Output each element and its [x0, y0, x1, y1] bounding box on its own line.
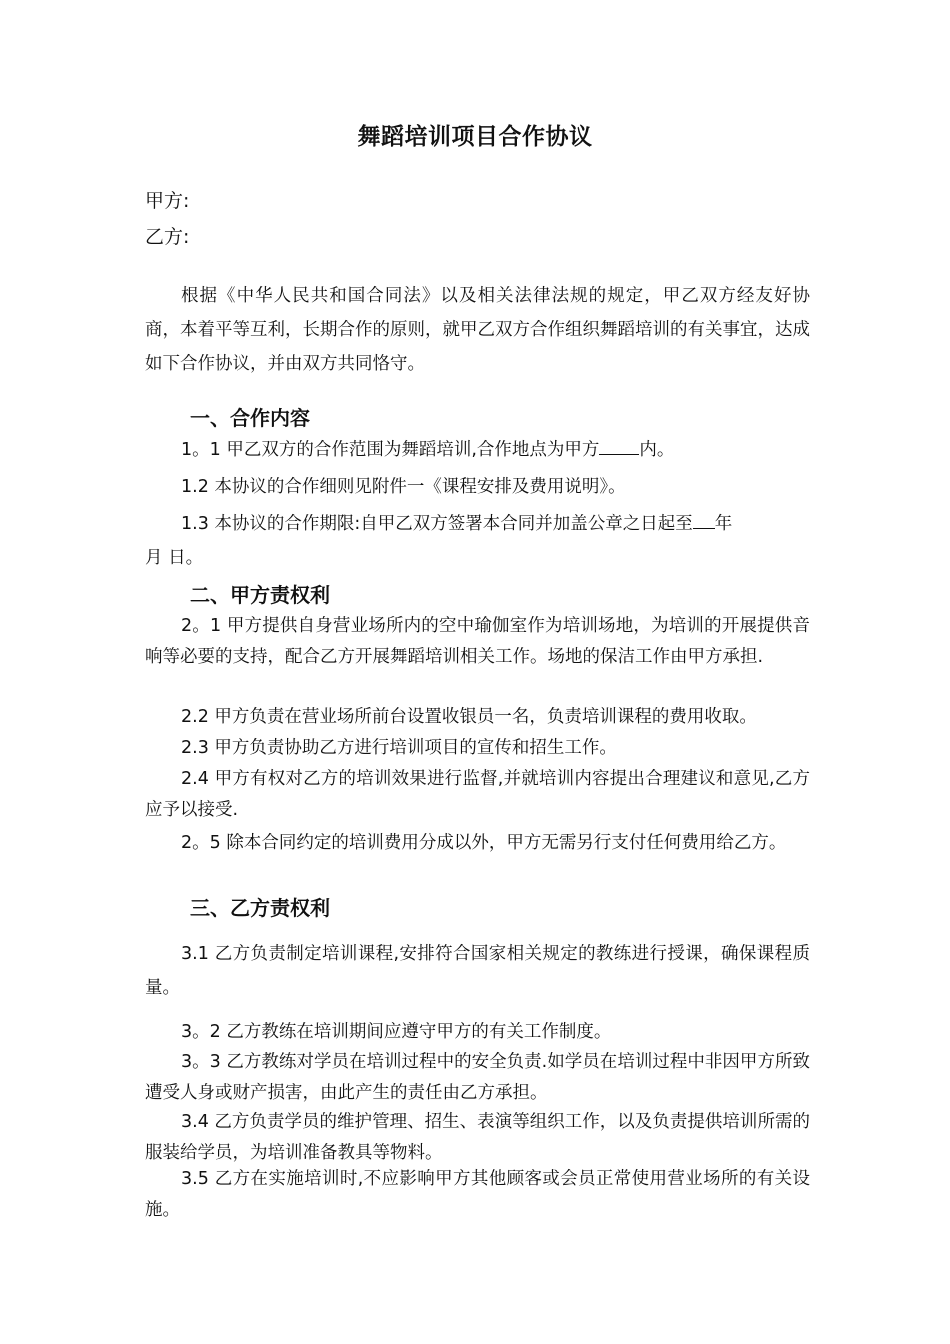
clause-1-3 — [145, 507, 810, 575]
clause-3-5: 3.5 乙方在实施培训时,不应影响甲方其他顾客或会员正常使用营业场所的有关设施。 — [145, 1169, 810, 1220]
clause-2-1: 2。1 甲方提供自身营业场所内的空中瑜伽室作为培训场地，为培训的开展提供音响等必要的支持，配合乙方开展舞蹈培训相关工作。场地的保洁工作由甲方承担. — [145, 616, 810, 667]
clause-1-3-text: 1.3 本协议的合作期限:自甲乙双方签署本合同并加盖公章之日起至 — [181, 514, 693, 534]
clause-1-3-date: 月 日。 — [145, 548, 204, 568]
year-blank — [693, 510, 715, 529]
section-1-heading: 一、合作内容 — [190, 406, 310, 430]
document-title: 舞蹈培训项目合作协议 — [357, 124, 593, 150]
clause-2-4: 2.4 甲方有权对乙方的培训效果进行监督,并就培训内容提出合理建议和意见,乙方应予以接受. — [145, 769, 810, 820]
clause-2-5: 2。5 除本合同约定的培训费用分成以外，甲方无需另行支付任何费用给乙方。 — [181, 833, 787, 853]
clause-3-1: 3.1 乙方负责制定培训课程,安排符合国家相关规定的教练进行授课，确保课程质量。 — [145, 944, 810, 998]
intro-paragraph: 根据《中华人民共和国合同法》以及相关法律法规的规定，甲乙双方经友好协商，本着平等互利，长期合作的原则，就甲乙双方合作组织舞蹈培训的有关事宜，达成如下合作协议，并由双方共同恪守。 — [145, 286, 810, 374]
clause-3-4: 3.4 乙方负责学员的维护管理、招生、表演等组织工作，以及负责提供培训所需的服装给学员，为培训准备教具等物料。 — [145, 1112, 810, 1163]
clause-1-1 — [145, 435, 810, 466]
clause-3-3: 3。3 乙方教练对学员在培训过程中的安全负责.如学员在培训过程中非因甲方所致遭受人身或财产损害，由此产生的责任由乙方承担。 — [145, 1052, 810, 1103]
section-2-heading: 二、甲方责权利 — [190, 583, 330, 607]
section-3-heading: 三、乙方责权利 — [190, 896, 330, 920]
clause-2-3: 2.3 甲方负责协助乙方进行培训项目的宣传和招生工作。 — [181, 738, 617, 758]
clause-2-2: 2.2 甲方负责在营业场所前台设置收银员一名，负责培训课程的费用收取。 — [181, 707, 757, 727]
location-blank — [599, 436, 639, 455]
clause-1-2: 1.2 本协议的合作细则见附件一《课程安排及费用说明》。 — [181, 477, 626, 497]
party-b-label: 乙方: — [145, 226, 190, 248]
clause-1-1-text: 1。1 甲乙双方的合作范围为舞蹈培训,合作地点为甲方 — [181, 440, 600, 460]
clause-1-1-end: 内。 — [639, 440, 675, 460]
party-a-label: 甲方: — [145, 190, 190, 212]
clause-3-2: 3。2 乙方教练在培训期间应遵守甲方的有关工作制度。 — [181, 1022, 612, 1042]
clause-1-3-year: 年 — [714, 514, 733, 534]
